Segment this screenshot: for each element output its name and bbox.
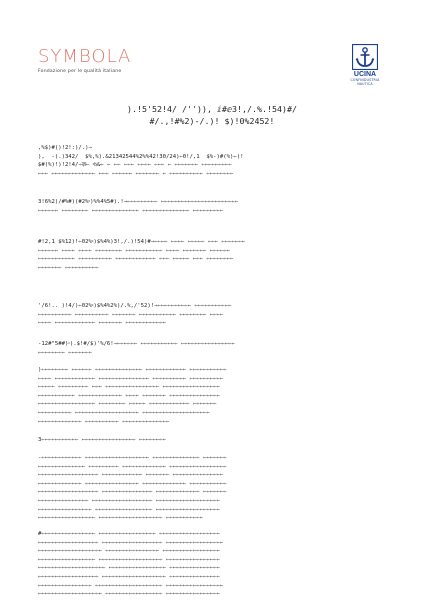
paragraph-line: ⇐⇐⇐⇐⇐⇐⇐⇐⇐⇐⇐⇐⇐⇐⇐⇐⇐⇐ ⇐⇐⇐⇐⇐⇐⇐⇐⇐⇐⇐⇐⇐⇐⇐ ⇐⇐⇐⇐⇐⇐⇐⇐⇐⇐⇐⇐⇐ ⇐⇐⇐⇐⇐⇐⇐ bbox=[38, 489, 227, 496]
paragraph-line: $#(%)!)!2!4/⇒ॹ⇐ ᵡᵬ&⇐ ⇐ ⇐⇐ ⇐⇐⇐ ⇐⇐⇐⇐ ⇐⇐⇐ ⇐ ⇐⇐⇐⇐⇐⇐⇐ ⇐⇐⇐⇐⇐⇐⇐⇐⇐ bbox=[38, 162, 232, 169]
paragraph-line: ⇐⇐⇐⇐⇐⇐⇐⇐ ⇐⇐⇐⇐⇐⇐⇐ bbox=[38, 349, 92, 356]
paragraph-line: ⇐⇐⇐⇐⇐⇐⇐⇐⇐⇐⇐⇐⇐⇐⇐⇐⇐⇐ ⇐⇐⇐⇐⇐⇐⇐⇐⇐⇐⇐⇐ ⇐⇐⇐⇐⇐⇐⇐ ⇐⇐⇐⇐⇐⇐⇐⇐⇐⇐⇐⇐⇐⇐⇐ bbox=[38, 472, 224, 479]
paragraph-line: ⇐⇐⇐⇐⇐⇐⇐⇐⇐⇐⇐⇐⇐⇐ ⇐⇐⇐⇐⇐⇐⇐⇐⇐ ⇐⇐⇐⇐⇐⇐⇐⇐⇐⇐⇐⇐⇐ ⇐⇐⇐⇐⇐⇐⇐⇐⇐⇐⇐⇐⇐⇐⇐⇐⇐ bbox=[38, 463, 227, 470]
paragraph-line: ), -).)342/ $%,%).&21342544%2%%42!30/24)⇐0!/,1 $%-)#(%)⇐(! bbox=[38, 153, 244, 160]
ucina-logo bbox=[345, 44, 385, 86]
symbola-tagline: Fondazione per le qualità italiane bbox=[38, 69, 122, 74]
paragraph-line: ⇐⇐⇐⇐⇐ ⇐⇐⇐⇐⇐⇐⇐⇐⇐ ⇐⇐⇐ ⇐⇐⇐⇐⇐⇐⇐⇐⇐⇐⇐⇐⇐⇐⇐⇐ ⇐⇐⇐⇐⇐⇐⇐⇐⇐⇐⇐⇐⇐⇐⇐⇐⇐ bbox=[38, 384, 220, 391]
paragraph-line: ⇐⇐⇐⇐ ⇐⇐⇐⇐⇐⇐⇐⇐⇐⇐⇐⇐ ⇐⇐⇐⇐⇐⇐⇐ ⇐⇐⇐⇐⇐⇐⇐⇐⇐⇐⇐⇐ bbox=[38, 320, 166, 327]
paragraph-line: 3!6%2)/#%#)(#2%ᵡ)%%4%5#).!⇒⇐⇐⇐⇐⇐⇐⇐⇐⇐ ⇐⇐⇐⇐⇐⇐⇐⇐⇐⇐⇐⇐⇐⇐⇐⇐⇐⇐⇐⇐⇐⇐⇐ bbox=[38, 199, 239, 205]
paragraph-line: ⇐⇐⇐⇐⇐⇐⇐⇐⇐⇐⇐⇐⇐ ⇐⇐⇐⇐⇐⇐⇐⇐⇐⇐⇐⇐⇐⇐⇐⇐ ⇐⇐⇐⇐⇐⇐⇐⇐⇐⇐⇐⇐⇐ ⇐⇐⇐⇐⇐⇐⇐⇐⇐⇐⇐ bbox=[38, 480, 227, 487]
paragraph-line: ⇐⇐⇐⇐⇐⇐ ⇐⇐⇐⇐ ⇐⇐⇐⇐ ⇐⇐⇐⇐⇐⇐⇐⇐ ⇐⇐⇐⇐⇐⇐⇐⇐⇐⇐⇐ ⇐⇐⇐⇐ ⇐⇐⇐⇐⇐⇐⇐ ⇐⇐⇐⇐⇐⇐ bbox=[38, 247, 230, 254]
symbola-wordmark: SYMBOLA bbox=[38, 46, 132, 67]
paragraph-line: #⇐⇐⇐⇐⇐⇐⇐⇐⇐⇐⇐⇐⇐⇐⇐⇐ ⇐⇐⇐⇐⇐⇐⇐⇐⇐⇐⇐⇐⇐⇐⇐⇐⇐ ⇐⇐⇐⇐⇐⇐⇐⇐⇐⇐⇐⇐⇐⇐⇐⇐⇐⇐ bbox=[38, 531, 220, 537]
paragraph-line: ⇐⇐⇐⇐⇐⇐⇐⇐⇐⇐⇐⇐⇐⇐⇐⇐⇐⇐⇐ ⇐⇐⇐⇐⇐⇐⇐⇐⇐⇐⇐⇐⇐⇐⇐⇐⇐ ⇐⇐⇐⇐⇐⇐⇐⇐⇐⇐⇐⇐⇐⇐⇐⇐ bbox=[38, 591, 220, 598]
paragraph-line: -⇐⇐⇐⇐⇐⇐⇐⇐⇐⇐⇐⇐ ⇐⇐⇐⇐⇐⇐⇐⇐⇐⇐⇐⇐⇐⇐⇐⇐⇐⇐⇐ ⇐⇐⇐⇐⇐⇐⇐⇐⇐⇐⇐⇐⇐⇐ ⇐⇐⇐⇐⇐⇐⇐ bbox=[38, 455, 227, 461]
paragraph-line: ⇐⇐⇐⇐⇐⇐⇐⇐⇐⇐⇐⇐⇐⇐⇐⇐ ⇐⇐⇐⇐⇐⇐⇐⇐⇐⇐⇐⇐⇐⇐⇐⇐⇐ ⇐⇐⇐⇐⇐⇐⇐⇐⇐⇐⇐⇐⇐⇐⇐⇐⇐⇐⇐ bbox=[38, 506, 220, 513]
paragraph bbox=[38, 198, 388, 215]
paragraph-line: 3⇐⇐⇐⇐⇐⇐⇐⇐⇐⇐⇐ ⇐⇐⇐⇐⇐⇐⇐⇐⇐⇐⇐⇐⇐⇐⇐⇐ ⇐⇐⇐⇐⇐⇐⇐⇐ bbox=[38, 437, 166, 443]
paragraph-line: ⇐⇐⇐⇐⇐⇐⇐⇐⇐⇐⇐⇐⇐ ⇐⇐⇐⇐⇐⇐⇐⇐⇐⇐ ⇐⇐⇐⇐⇐⇐⇐⇐⇐⇐⇐⇐⇐⇐ bbox=[38, 418, 170, 425]
paragraph-line: ⇐⇐⇐⇐⇐⇐⇐⇐⇐⇐⇐ ⇐⇐⇐⇐⇐⇐⇐⇐⇐⇐⇐⇐⇐ ⇐⇐⇐⇐ ⇐⇐⇐⇐⇐⇐⇐ ⇐⇐⇐⇐⇐⇐⇐⇐⇐⇐⇐⇐⇐⇐⇐ bbox=[38, 392, 220, 399]
paragraph bbox=[38, 144, 388, 178]
paragraph bbox=[38, 302, 388, 328]
ucina-subtitle: CONFINDUSTRIA NAUTICA bbox=[350, 78, 380, 86]
paragraph-line: ⇐⇐⇐⇐ ⇐⇐⇐⇐⇐⇐⇐⇐⇐⇐⇐⇐ ⇐⇐⇐⇐⇐⇐⇐⇐⇐⇐⇐⇐⇐⇐⇐ ⇐⇐⇐⇐⇐⇐⇐⇐⇐⇐ ⇐⇐⇐⇐⇐⇐⇐⇐⇐⇐ bbox=[38, 375, 224, 382]
paragraph-line: ⇐⇐⇐ ⇐⇐⇐⇐⇐⇐⇐⇐⇐⇐⇐⇐⇐ ⇐⇐⇐ ⇐⇐⇐⇐⇐⇐ ⇐⇐⇐⇐⇐⇐⇐ ⇐ ⇐⇐⇐⇐⇐⇐⇐⇐⇐⇐ ⇐⇐⇐⇐⇐⇐⇐⇐ bbox=[38, 170, 234, 177]
document-title-line-2: #/.,!#%2)-/.)! $)!0%2452! bbox=[149, 116, 275, 126]
paragraph-line: ⇐⇐⇐⇐⇐⇐ ⇐⇐⇐⇐⇐⇐⇐⇐ ⇐⇐⇐⇐⇐⇐⇐⇐⇐⇐⇐⇐⇐⇐ ⇐⇐⇐⇐⇐⇐⇐⇐⇐⇐⇐⇐⇐⇐ ⇐⇐⇐⇐⇐⇐⇐⇐⇐ bbox=[38, 207, 224, 214]
paragraph-line: ,%$)#()!2!:)/.)⇒ bbox=[38, 145, 92, 151]
paragraph-line: ⇐⇐⇐⇐⇐⇐⇐⇐⇐⇐ ⇐⇐⇐⇐⇐⇐⇐⇐⇐⇐⇐⇐⇐⇐⇐⇐⇐⇐⇐ ⇐⇐⇐⇐⇐⇐⇐⇐⇐⇐⇐⇐⇐⇐⇐⇐⇐⇐⇐⇐ bbox=[38, 409, 210, 416]
paragraph bbox=[38, 436, 388, 445]
paragraph bbox=[38, 530, 388, 599]
paragraph-line: '/6!.. )!4/)⇐02%ᵡ)$%4%2%)/.%,/'52)!⇒⇐⇐⇐⇐⇐⇐⇐⇐⇐⇐ ⇐⇐⇐⇐⇐⇐⇐⇐⇐⇐⇐ bbox=[38, 303, 232, 309]
paragraph-line: ⇐⇐⇐⇐⇐⇐⇐⇐⇐⇐⇐⇐⇐⇐⇐⇐⇐⇐⇐⇐ ⇐⇐⇐⇐⇐⇐⇐⇐⇐⇐⇐⇐⇐⇐⇐⇐⇐ ⇐⇐⇐⇐⇐⇐⇐⇐⇐⇐⇐⇐⇐⇐⇐ bbox=[38, 565, 220, 572]
paragraph-line: ⇐⇐⇐⇐⇐⇐⇐ ⇐⇐⇐⇐⇐⇐⇐⇐⇐⇐ bbox=[38, 264, 99, 271]
paragraph-line: ⇐⇐⇐⇐⇐⇐⇐⇐⇐⇐⇐⇐⇐⇐⇐⇐⇐ ⇐⇐⇐⇐⇐⇐⇐⇐⇐⇐⇐⇐⇐⇐⇐⇐⇐⇐⇐ ⇐⇐⇐⇐⇐⇐⇐⇐⇐⇐⇐ bbox=[38, 515, 204, 522]
paragraph-line: ⇐⇐⇐⇐⇐⇐⇐⇐⇐⇐⇐⇐⇐⇐⇐⇐⇐ ⇐⇐⇐⇐⇐⇐⇐⇐⇐⇐⇐⇐⇐⇐⇐⇐⇐⇐⇐ ⇐⇐⇐⇐⇐⇐⇐⇐⇐⇐⇐⇐⇐⇐⇐⇐ bbox=[38, 556, 220, 563]
paragraph-line: ⇐⇐⇐⇐⇐⇐⇐⇐⇐⇐⇐⇐⇐⇐⇐⇐ ⇐⇐⇐⇐⇐⇐⇐⇐⇐⇐⇐⇐⇐⇐⇐⇐⇐⇐⇐⇐ ⇐⇐⇐⇐⇐⇐⇐⇐⇐⇐⇐⇐⇐⇐⇐⇐⇐ bbox=[38, 582, 224, 589]
paragraph-line: ⇐⇐⇐⇐⇐⇐⇐⇐⇐⇐⇐⇐⇐⇐⇐⇐⇐ ⇐⇐⇐⇐⇐⇐⇐⇐ ⇐⇐⇐⇐⇐ ⇐⇐⇐⇐⇐⇐⇐⇐⇐⇐⇐⇐ ⇐⇐⇐⇐⇐⇐⇐ bbox=[38, 401, 217, 408]
paragraph bbox=[38, 366, 388, 426]
paragraph-line: -12#"5##)ᵡ).$!#/$)'%/6!⇒⇐⇐⇐⇐⇐⇐ ⇐⇐⇐⇐⇐⇐⇐⇐⇐⇐⇐ ⇐⇐⇐⇐⇐⇐⇐⇐⇐⇐⇐⇐⇐⇐⇐⇐ bbox=[38, 341, 235, 347]
paragraph-line: #!2,1 $%12)!⇐02%ᵡ)$%4%)3!,/.)!54)#⇒⇐⇐⇐⇐ ⇐⇐⇐⇐ ⇐⇐⇐⇐⇐ ⇐⇐⇐ ⇐⇐⇐⇐⇐⇐⇐ bbox=[38, 239, 246, 245]
document-title-line-1: ).!5'52!4/ /'')), ⅈ#ⅇ3!,/.%.!54)#/ bbox=[127, 104, 297, 114]
paragraph-line: )⇐⇐⇐⇐⇐⇐⇐⇐ ⇐⇐⇐⇐⇐⇐ ⇐⇐⇐⇐⇐⇐⇐⇐⇐⇐⇐⇐⇐⇐ ⇐⇐⇐⇐⇐⇐⇐⇐⇐⇐⇐⇐ ⇐⇐⇐⇐⇐⇐⇐⇐⇐⇐⇐ bbox=[38, 367, 227, 373]
symbola-logo bbox=[38, 48, 131, 74]
paragraph bbox=[38, 340, 388, 357]
paragraph-line: ⇐⇐⇐⇐⇐⇐⇐⇐⇐⇐⇐⇐⇐⇐⇐⇐⇐⇐ ⇐⇐⇐⇐⇐⇐⇐⇐⇐⇐⇐⇐⇐⇐⇐⇐⇐⇐ ⇐⇐⇐⇐⇐⇐⇐⇐⇐⇐⇐⇐⇐⇐⇐⇐⇐ bbox=[38, 539, 224, 546]
paragraph-line: ⇐⇐⇐⇐⇐⇐⇐⇐⇐⇐⇐⇐⇐⇐⇐⇐⇐⇐⇐ ⇐⇐⇐⇐⇐⇐⇐⇐⇐⇐⇐⇐⇐⇐⇐⇐ ⇐⇐⇐⇐⇐⇐⇐⇐⇐⇐⇐⇐⇐⇐⇐⇐⇐ bbox=[38, 548, 220, 555]
paragraph bbox=[38, 454, 388, 523]
paragraph bbox=[38, 238, 388, 272]
paragraph-line: ⇐⇐⇐⇐⇐⇐⇐⇐⇐⇐⇐⇐⇐⇐⇐⇐⇐⇐ ⇐⇐⇐⇐⇐⇐⇐⇐⇐⇐⇐⇐⇐⇐⇐⇐⇐⇐⇐ ⇐⇐⇐⇐⇐⇐⇐⇐⇐⇐⇐⇐⇐⇐⇐ bbox=[38, 573, 220, 580]
paragraph-line: ⇐⇐⇐⇐⇐⇐⇐⇐⇐⇐⇐ ⇐⇐⇐⇐⇐⇐⇐⇐⇐⇐ ⇐⇐⇐⇐⇐⇐⇐⇐⇐⇐⇐⇐ ⇐⇐⇐ ⇐⇐⇐⇐⇐ ⇐⇐⇐ ⇐⇐⇐⇐⇐⇐⇐⇐ bbox=[38, 256, 234, 263]
paragraph-line: ⇐⇐⇐⇐⇐⇐⇐⇐⇐⇐ ⇐⇐⇐⇐⇐⇐⇐⇐⇐⇐ ⇐⇐⇐⇐⇐⇐⇐ ⇐⇐⇐⇐⇐⇐⇐⇐⇐⇐⇐ ⇐⇐⇐⇐⇐⇐⇐⇐ ⇐⇐⇐⇐ bbox=[38, 311, 224, 318]
anchor-icon bbox=[352, 44, 378, 70]
ucina-name: UCINA bbox=[353, 71, 377, 78]
paragraph-line: ⇐⇐⇐⇐⇐⇐⇐⇐⇐⇐⇐⇐⇐⇐⇐ ⇐⇐⇐⇐⇐⇐⇐⇐⇐⇐⇐⇐⇐⇐⇐⇐⇐⇐ ⇐⇐⇐⇐⇐⇐⇐⇐⇐⇐⇐⇐⇐⇐⇐⇐⇐⇐⇐ bbox=[38, 497, 220, 504]
